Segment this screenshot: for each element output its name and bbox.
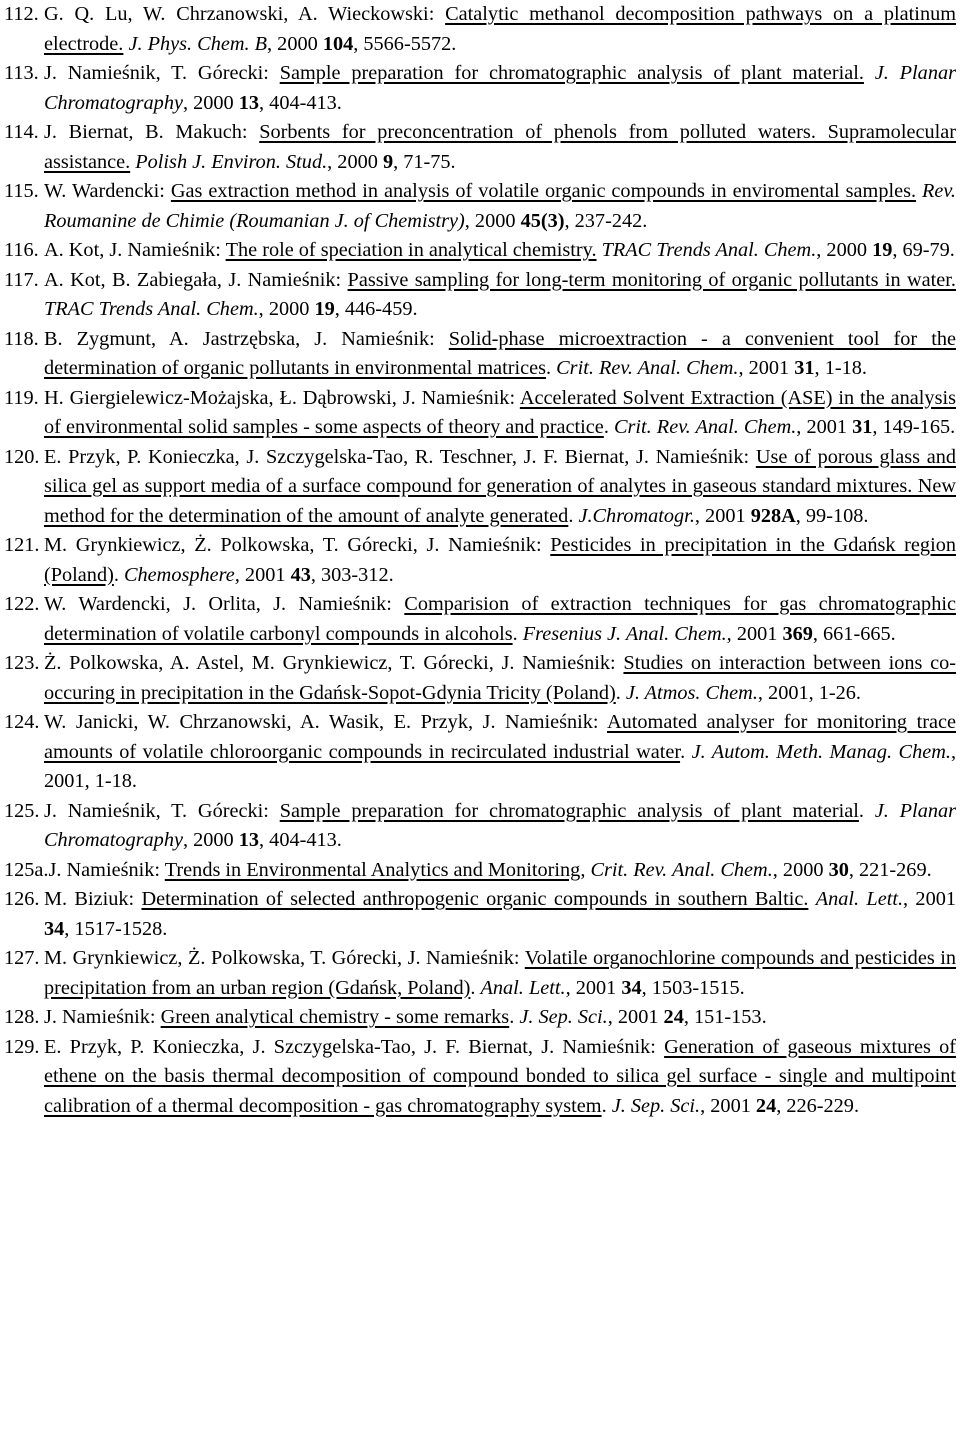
reference-number: 122. [4, 593, 40, 615]
reference-year: , 2000 [772, 858, 829, 881]
reference-authors: J. Namieśnik, T. Górecki: [44, 799, 280, 822]
reference-authors: A. Kot, J. Namieśnik: [44, 239, 226, 261]
reference-body [44, 944, 956, 1003]
reference-year: , 2001 [700, 1094, 756, 1117]
reference-year: , 2000 [327, 150, 383, 173]
reference-pages: , 71-75. [393, 150, 456, 173]
reference-year: , 2001 [565, 976, 622, 999]
reference-body [44, 443, 956, 532]
reference-body [44, 531, 956, 590]
reference-volume: 13 [238, 829, 260, 851]
reference-entry [4, 266, 956, 325]
reference-number: 120. [4, 445, 40, 468]
reference-entry [4, 649, 956, 708]
reference-volume: 19 [872, 239, 893, 261]
reference-body [44, 1033, 956, 1122]
reference-year: , 2001 [738, 357, 795, 379]
reference-number: 113. [4, 62, 39, 84]
reference-volume: 9 [382, 150, 394, 173]
reference-journal: J. Phys. Chem. B [128, 32, 268, 55]
reference-title: Generation of gaseous mixtures of ethene on the basis thermal decomposition of compound bonded to silica gel surface - single and multipoint calibration of a thermal decomposition - gas chromatography system [44, 1035, 957, 1117]
reference-authors: W. Wardencki, J. Orlita, J. Namieśnik: [44, 593, 405, 615]
reference-journal: Polish J. Environ. Stud. [135, 150, 328, 173]
reference-entry [4, 325, 956, 384]
reference-number: 125a. [4, 858, 49, 881]
reference-number: 129. [4, 1035, 40, 1058]
reference-pages: , 404-413. [259, 829, 342, 851]
reference-entry [4, 885, 956, 944]
reference-authors: J. Namieśnik: [48, 858, 165, 881]
reference-pages: , 99-108. [795, 504, 869, 527]
reference-body [44, 708, 956, 797]
reference-authors: A. Kot, B. Zabiegała, J. Namieśnik: [44, 268, 348, 291]
reference-title: Studies on interaction between ions co-occuring in precipitation in the Gdańsk-Sopot-Gdynia Tricity (Poland) [44, 652, 956, 704]
reference-entry [4, 177, 956, 236]
reference-journal: J.Chromatogr. [578, 504, 695, 527]
reference-body [44, 236, 956, 266]
reference-year: , 2001, 1-26. [757, 681, 861, 704]
reference-year: , 2001, 1-18. [44, 740, 957, 792]
reference-pages: , 446-459. [334, 298, 418, 320]
reference-number: 112. [4, 3, 39, 25]
reference-authors: W. Janicki, W. Chrzanowski, A. Wasik, E. Przyk, J. Namieśnik: [44, 711, 607, 733]
reference-journal: J. Sep. Sci. [611, 1094, 701, 1117]
reference-year: , 2001 [694, 504, 751, 527]
reference-pages: , 69-79. [892, 239, 955, 261]
reference-title: Solid-phase microextraction - a convenient tool for the determination of organic pollutants in environmental matrices [44, 327, 956, 379]
reference-body [44, 118, 956, 177]
reference-year: , 2001 [726, 622, 783, 645]
reference-separator: . [858, 799, 875, 822]
reference-pages: , 303-312. [310, 563, 394, 586]
reference-authors: J. Biernat, B. Makuch: [44, 121, 260, 143]
reference-number: 121. [4, 534, 40, 556]
reference-year: , 2000 [182, 91, 239, 114]
reference-separator: . [568, 504, 579, 527]
reference-body [44, 797, 956, 856]
reference-volume: 24 [663, 1006, 684, 1028]
reference-entry [4, 856, 956, 886]
reference-separator: . [509, 1006, 520, 1028]
reference-journal: J. Autom. Meth. Manag. Chem. [691, 740, 951, 763]
reference-title: Gas extraction method in analysis of volatile organic compounds in enviromental samples. [170, 180, 917, 202]
reference-separator: , [580, 858, 591, 881]
reference-number: 127. [4, 947, 40, 969]
reference-body [49, 856, 957, 886]
reference-number: 125. [4, 799, 40, 822]
reference-pages: , 1503-1515. [641, 976, 745, 999]
reference-pages: , 5566-5572. [353, 32, 457, 55]
reference-authors: H. Giergielewicz-Możajska, Ł. Dąbrowski, J. Namieśnik: [44, 386, 520, 409]
reference-separator [808, 888, 815, 910]
reference-year: , 2000 [267, 32, 323, 55]
reference-journal: TRAC Trends Anal. Chem. [601, 239, 817, 261]
reference-journal: J. Planar Chromatography [44, 62, 956, 114]
reference-journal: Crit. Rev. Anal. Chem. [556, 357, 739, 379]
reference-number: 115. [4, 180, 39, 202]
reference-title: Catalytic methanol decomposition pathways on a platinum electrode. [44, 3, 956, 55]
reference-title: The role of speciation in analytical chemistry. [225, 239, 597, 261]
reference-volume: 30 [828, 858, 849, 881]
reference-authors: B. Zygmunt, A. Jastrzębska, J. Namieśnik: [44, 327, 449, 350]
reference-entry [4, 118, 956, 177]
reference-pages: , 221-269. [848, 858, 932, 881]
reference-separator: . [512, 622, 523, 645]
reference-title: Comparision of extraction techniques for gas chromatographic determination of volatile carbonyl compounds in alcohols [44, 593, 956, 645]
reference-separator: . [546, 357, 557, 379]
reference-year: , 2001 [607, 1006, 664, 1028]
reference-number: 119. [4, 386, 39, 409]
reference-journal: Rev. Roumanine de Chimie (Roumanian J. of Chemistry) [44, 180, 957, 232]
reference-journal: Crit. Rev. Anal. Chem. [613, 416, 797, 438]
reference-entry [4, 944, 956, 1003]
reference-authors: E. Przyk, P. Konieczka, J. Szczygelska-Tao, J. F. Biernat, J. Namieśnik: [44, 1035, 665, 1058]
reference-body [44, 59, 956, 118]
reference-year: , 2000 [816, 239, 873, 261]
reference-separator: . [680, 740, 692, 763]
reference-authors: G. Q. Lu, W. Chrzanowski, A. Wieckowski: [44, 3, 446, 25]
reference-authors: J. Namieśnik, T. Górecki: [44, 62, 280, 84]
reference-journal: Anal. Lett. [480, 976, 566, 999]
reference-entry [4, 59, 956, 118]
reference-year: , 2000 [182, 829, 239, 851]
reference-entry [4, 384, 956, 443]
reference-volume: 369 [782, 622, 813, 645]
reference-entry [4, 0, 956, 59]
reference-authors: W. Wardencki: [44, 180, 171, 202]
reference-authors: Ż. Polkowska, A. Astel, M. Grynkiewicz, T. Górecki, J. Namieśnik: [44, 652, 624, 674]
reference-body [44, 177, 956, 236]
reference-year: 2001 [239, 563, 291, 586]
reference-number: 123. [4, 652, 40, 674]
reference-authors: E. Przyk, P. Konieczka, J. Szczygelska-Tao, R. Teschner, J. F. Biernat, J. Namieśnik: [44, 445, 756, 468]
reference-year: , 2000 [258, 298, 315, 320]
reference-body [44, 266, 956, 325]
reference-body [44, 885, 956, 944]
reference-entry [4, 531, 956, 590]
reference-number: 116. [4, 239, 39, 261]
reference-separator: . [113, 563, 124, 586]
reference-title: Trends in Environmental Analytics and Monitoring [164, 858, 581, 881]
reference-title: Determination of selected anthropogenic organic compounds in southern Baltic. [141, 888, 809, 910]
reference-volume: 13 [238, 91, 260, 114]
reference-pages: , 404-413. [259, 91, 342, 114]
reference-volume: 104 [322, 32, 354, 55]
reference-year: , 2001 [796, 416, 853, 438]
reference-title: Use of porous glass and silica gel as support media of a surface compound for generation of analytes in gaseous standard mixtures. New method for the determination of the amount of analyte generated [44, 445, 956, 527]
reference-authors: M. Grynkiewicz, Ż. Polkowska, T. Górecki, J. Namieśnik: [44, 947, 525, 969]
reference-volume: 19 [314, 298, 335, 320]
reference-body [44, 590, 956, 649]
reference-title: Accelerated Solvent Extraction (ASE) in the analysis of environmental solid samples - some aspects of theory and practice [44, 386, 956, 438]
reference-number: 114. [4, 121, 39, 143]
reference-body [44, 384, 956, 443]
reference-separator: . [470, 976, 481, 999]
reference-title: Sorbents for preconcentration of phenols from polluted waters. Supramolecular assistance. [44, 121, 956, 173]
reference-body [44, 649, 956, 708]
reference-pages: , 1517-1528. [64, 917, 168, 940]
reference-title: Pesticides in precipitation in the Gdańsk region (Poland) [44, 534, 956, 586]
reference-title: Sample preparation for chromatographic analysis of plant material [279, 799, 859, 822]
reference-body [44, 1003, 956, 1033]
reference-pages: , 237-242. [564, 209, 648, 232]
reference-pages: , 1-18. [814, 357, 867, 379]
reference-journal: Fresenius J. Anal. Chem. [522, 622, 727, 645]
reference-body [44, 0, 956, 59]
reference-entry [4, 236, 956, 266]
reference-separator: . [603, 416, 614, 438]
reference-title: Passive sampling for long-term monitoring of organic pollutants in water. [347, 268, 956, 291]
reference-entry [4, 590, 956, 649]
reference-pages: , 661-665. [812, 622, 896, 645]
reference-entry [4, 708, 956, 797]
reference-authors: M. Grynkiewicz, Ż. Polkowska, T. Górecki, J. Namieśnik: [44, 534, 551, 556]
reference-journal: Anal. Lett. [815, 888, 904, 910]
reference-separator: . [615, 681, 626, 704]
reference-volume: 45(3) [520, 209, 565, 232]
reference-volume: 24 [755, 1094, 777, 1117]
reference-title: Green analytical chemistry - some remarks [160, 1006, 510, 1028]
reference-journal: Chemosphere, [124, 563, 240, 586]
reference-journal: J. Sep. Sci. [519, 1006, 608, 1028]
reference-volume: 34 [44, 917, 65, 940]
reference-entry [4, 1003, 956, 1033]
reference-volume: 31 [794, 357, 815, 379]
reference-journal: J. Atmos. Chem. [625, 681, 758, 704]
reference-year: , 2001 [903, 888, 956, 910]
reference-pages: , 149-165. [872, 416, 956, 438]
reference-entry [4, 797, 956, 856]
reference-number: 118. [4, 327, 39, 350]
reference-body [44, 325, 956, 384]
reference-title: Volatile organochlorine compounds and pesticides in precipitation from an urban region (Gdańsk, Poland) [44, 947, 957, 999]
reference-volume: 34 [621, 976, 642, 999]
reference-separator [864, 62, 875, 84]
reference-journal: TRAC Trends Anal. Chem. [44, 298, 259, 320]
reference-journal: Crit. Rev. Anal. Chem. [590, 858, 773, 881]
reference-journal: J. Planar Chromatography [44, 799, 957, 851]
reference-authors: J. Namieśnik: [44, 1006, 161, 1028]
reference-pages: , 151-153. [683, 1006, 767, 1028]
reference-volume: 43 [290, 563, 311, 586]
reference-separator: . [601, 1094, 612, 1117]
reference-year: , 2000 [464, 209, 521, 232]
reference-entry [4, 1033, 956, 1122]
reference-number: 126. [4, 888, 40, 910]
reference-volume: 31 [852, 416, 873, 438]
reference-title: Automated analyser for monitoring trace amounts of volatile chloroorganic compounds in recirculated industrial water [44, 711, 956, 763]
reference-number: 124. [4, 711, 40, 733]
reference-authors: M. Biziuk: [44, 888, 142, 910]
reference-entry [4, 443, 956, 532]
reference-pages: , 226-229. [776, 1094, 860, 1117]
reference-volume: 928A [750, 504, 796, 527]
reference-number: 117. [4, 268, 39, 291]
reference-title: Sample preparation for chromatographic analysis of plant material. [279, 62, 864, 84]
reference-number: 128. [4, 1006, 40, 1028]
